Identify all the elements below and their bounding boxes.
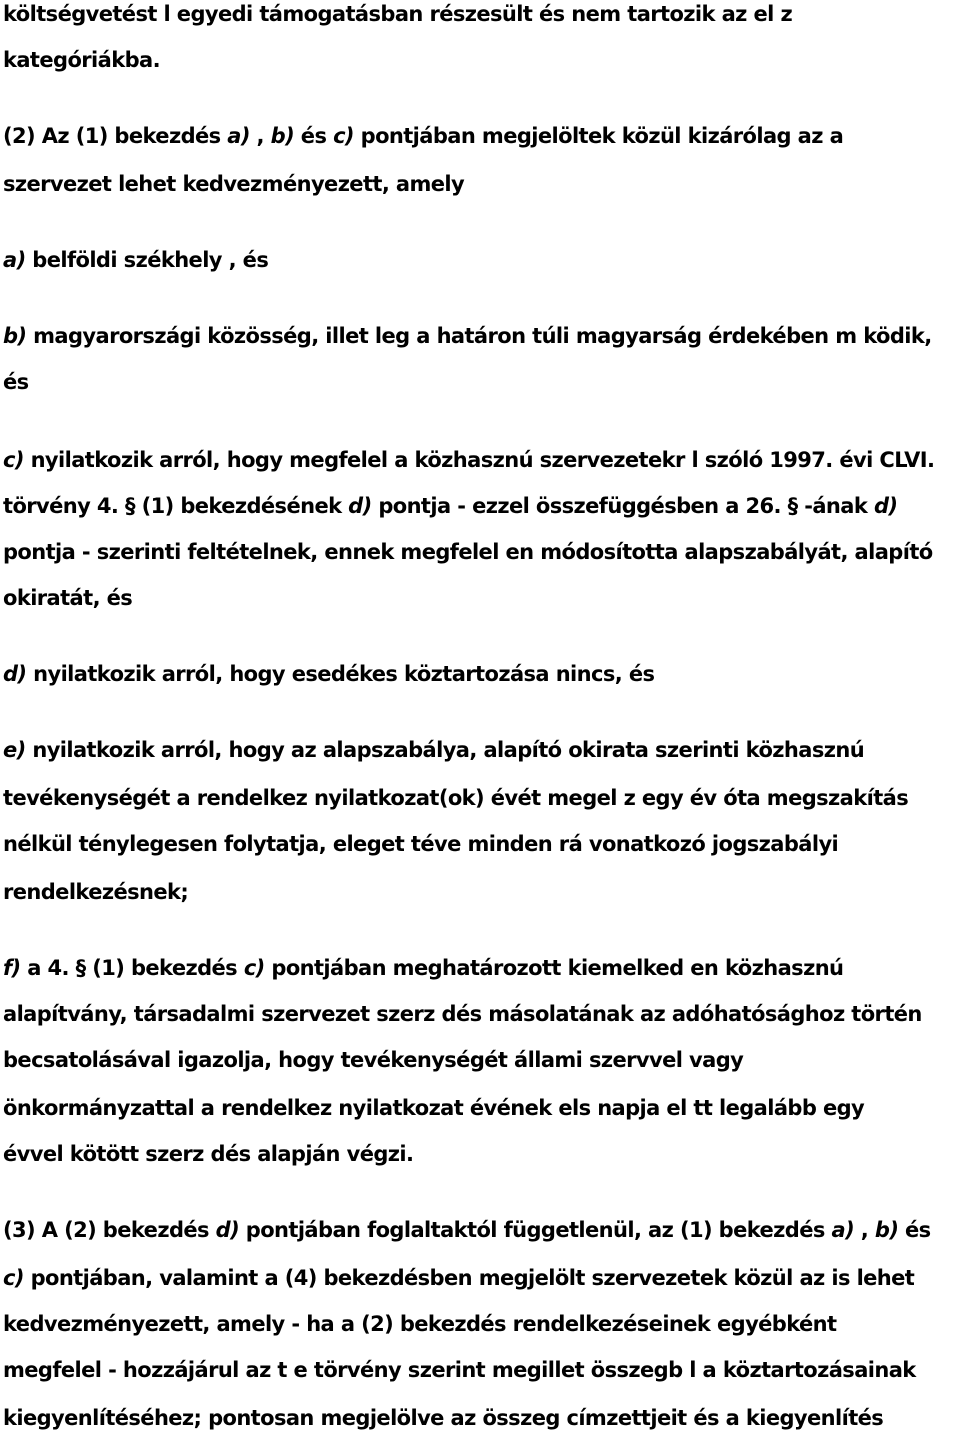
text-run: szervezet lehet kedvezményezett, amely: [3, 172, 465, 196]
text-line: [3, 170, 464, 198]
text-line: [3, 492, 897, 520]
text-line: [3, 1404, 883, 1432]
text-run: megfelel - hozzájárul az t e törvény szerint megillet összegb l a köztartozásainak: [3, 1358, 916, 1382]
text-run: tevékenységét a rendelkez nyilatkozat(ok) évét megel z egy év óta megszakítás: [3, 786, 909, 810]
text-line: [3, 1216, 931, 1244]
text-line: [3, 954, 843, 982]
italic-marker: c): [333, 124, 354, 148]
italic-marker: f): [3, 956, 21, 980]
text-run: nyilatkozik arról, hogy esedékes köztartozása nincs, és: [26, 662, 655, 686]
text-line: [3, 122, 843, 150]
text-line: [3, 584, 132, 612]
italic-marker: d): [873, 494, 898, 518]
text-run: belföldi székhely , és: [25, 248, 269, 272]
text-line: [3, 736, 864, 764]
text-run: törvény 4. § (1) bekezdésének: [3, 494, 349, 518]
text-run: pontjában meghatározott kiemelked en közhasznú: [264, 956, 844, 980]
italic-marker: c): [243, 956, 265, 980]
text-run: (3) A (2) bekezdés: [3, 1218, 216, 1242]
text-line: [3, 878, 188, 906]
italic-marker: d): [3, 662, 27, 686]
text-run: pontjában, valamint a (4) bekezdésben megjelölt szervezetek közül az is lehet: [23, 1266, 915, 1290]
italic-marker: d): [215, 1218, 240, 1242]
text-run: és: [898, 1218, 931, 1242]
italic-marker: c): [3, 448, 24, 472]
text-line: [3, 1046, 743, 1074]
text-run: önkormányzattal a rendelkez nyilatkozat évének els napja el tt legalább egy: [3, 1096, 865, 1120]
text-run: (2) Az (1) bekezdés: [3, 124, 228, 148]
italic-marker: a): [227, 124, 250, 148]
text-run: és: [3, 370, 29, 394]
text-line: [3, 538, 933, 566]
text-line: [3, 322, 932, 350]
text-line: [3, 0, 792, 28]
text-line: [3, 1000, 922, 1028]
text-run: pontjában megjelöltek közül kizárólag az a: [353, 124, 844, 148]
text-run: kategóriákba.: [3, 48, 160, 72]
text-run: kedvezményezett, amely - ha a (2) bekezdés rendelkezéseinek egyébként: [3, 1312, 837, 1336]
text-run: pontja - ezzel összefüggésben a 26. § -ának: [371, 494, 874, 518]
text-run: a 4. § (1) bekezdés: [20, 956, 244, 980]
text-line: [3, 368, 29, 396]
text-run: pontja - szerinti feltételnek, ennek megfelel en módosította alapszabályát, alapító: [3, 540, 933, 564]
italic-marker: b): [874, 1218, 899, 1242]
text-run: okiratát, és: [3, 586, 133, 610]
text-run: alapítvány, társadalmi szervezet szerz dés másolatának az adóhatósághoz történ: [3, 1002, 922, 1026]
text-run: kiegyenlítéséhez; pontosan megjelölve az összeg címzettjeit és a kiegyenlítés: [3, 1406, 884, 1430]
text-run: becsatolásával igazolja, hogy tevékenységét állami szervvel vagy: [3, 1048, 744, 1072]
text-run: nyilatkozik arról, hogy az alapszabálya, alapító okirata szerinti közhasznú: [25, 738, 865, 762]
text-run: ,: [249, 124, 271, 148]
text-run: pontjában foglaltaktól függetlenül, az (1) bekezdés: [239, 1218, 832, 1242]
text-line: [3, 1094, 864, 1122]
text-line: [3, 830, 838, 858]
text-line: [3, 660, 654, 688]
text-line: [3, 1356, 916, 1384]
italic-marker: a): [3, 248, 26, 272]
italic-marker: e): [3, 738, 26, 762]
text-run: nélkül ténylegesen folytatja, eleget téve minden rá vonatkozó jogszabályi: [3, 832, 839, 856]
text-run: nyilatkozik arról, hogy megfelel a közhasznú szervezetekr l szóló 1997. évi CLVI.: [23, 448, 935, 472]
text-run: magyarországi közösség, illet leg a határon túli magyarság érdekében m ködik,: [26, 324, 932, 348]
text-line: [3, 784, 908, 812]
text-run: költségvetést l egyedi támogatásban részesült és nem tartozik az el z: [3, 2, 793, 26]
text-run: évvel kötött szerz dés alapján végzi.: [3, 1142, 414, 1166]
text-line: [3, 1310, 836, 1338]
text-run: rendelkezésnek;: [3, 880, 189, 904]
italic-marker: b): [3, 324, 27, 348]
text-line: [3, 1264, 914, 1292]
text-run: ,: [854, 1218, 875, 1242]
text-line: [3, 1140, 413, 1168]
italic-marker: c): [3, 1266, 24, 1290]
text-run: és: [294, 124, 334, 148]
italic-marker: b): [270, 124, 295, 148]
italic-marker: d): [348, 494, 372, 518]
text-line: [3, 246, 268, 274]
text-line: [3, 46, 160, 74]
italic-marker: a): [831, 1218, 855, 1242]
text-line: [3, 446, 934, 474]
